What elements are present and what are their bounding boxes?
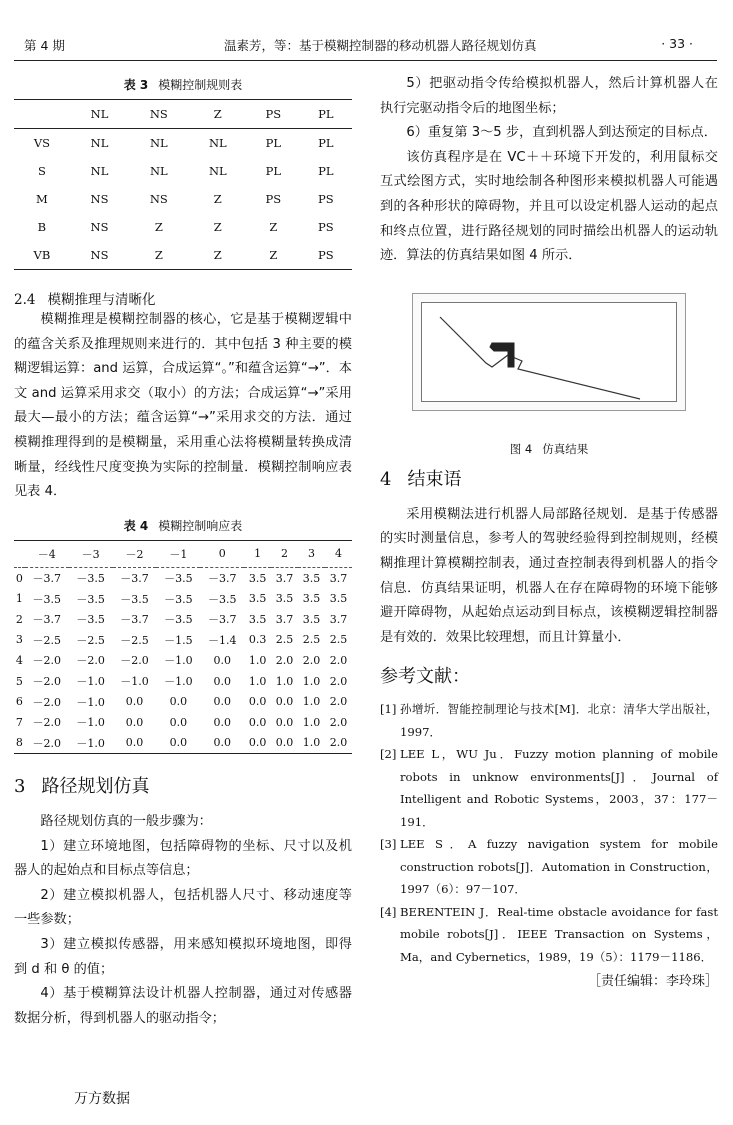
- table-cell: Z: [213, 192, 222, 206]
- responsible-editor: ［责任编辑：李玲珠］: [587, 974, 718, 990]
- table4-label: 表 4: [123, 518, 149, 533]
- table-row: [14, 241, 352, 270]
- table-cell: 3.5: [275, 592, 294, 606]
- row-header: 8: [15, 736, 23, 750]
- column-header: [14, 100, 70, 129]
- table-cell: 2.0: [329, 715, 348, 729]
- section-number: 3: [14, 776, 26, 798]
- table-cell: 3.7: [329, 571, 348, 585]
- section-3-paragraph: 路径规划仿真的一般步骤为：: [40, 814, 212, 830]
- table-cell: 0.0: [275, 715, 294, 729]
- table4-caption: [14, 517, 352, 534]
- reference-list: [380, 698, 718, 968]
- reference-number: [1]: [380, 702, 397, 717]
- robot-trajectory: [440, 317, 640, 399]
- table-cell: 1.0: [302, 736, 321, 750]
- conclusion-paragraph: 采用模糊法进行机器人局部路径规划．是基于传感器的实时测量信息，参考人的驾驶经验得到控制规则，经模糊推理计算模糊控制表，通过查控制表得到机器人的指令信息．仿真结果证明，机器人在存在障碍物的环境下能够避开障碍物，从起始点运动到目标点，该模糊逻辑控制器是有效的．效果比较理想，而且计算量小．: [380, 506, 718, 645]
- section-title: 模糊推理与清晰化: [47, 292, 156, 308]
- section-4-heading: [380, 465, 718, 491]
- table3-label: 表 3: [123, 78, 149, 92]
- table-row: [14, 567, 352, 588]
- table-cell: 0.0: [169, 695, 188, 709]
- table-row: [14, 609, 352, 630]
- reference-text: 孙增圻．智能控制理论与技术[M]．北京：清华大学出版社，1997．: [400, 702, 718, 739]
- table-row: [14, 588, 352, 609]
- table-cell: 0.0: [248, 736, 267, 750]
- step-paragraph: 6）重复第 3～5 步，直到机器人到达预定的目标点．: [406, 125, 717, 141]
- section-2-4-heading: [14, 288, 352, 308]
- table-cell: Z: [213, 248, 222, 262]
- table-cell: －3.7: [207, 572, 237, 586]
- section-2-4-paragraph: 模糊推理是模糊控制器的核心，它是基于模糊逻辑中的蕴含关系及推理规则来进行的．其中包括 3 种主要的模糊逻辑运算：and 运算，合成运算“。”和蕴含运算“→”．本文 and 运算采用求交（取小）的方法；合成运算“→”采用最大—最小的方法；蕴含运算“→”采用求交的方法．通过模糊推理得到的是模糊量，采用重心法将模糊量转换成清晰量，经线性尺度变换为实际的控制量．模糊控制响应表见表 4．: [14, 312, 352, 500]
- reference-text: BERENTEIN J．Real-time obstacle avoidance for fast mobile robots[J]．IEEE Transaction on Systems，Ma，and Cybernetics，1989，19（5）：1179－1186．: [400, 904, 718, 964]
- row-header: 4: [15, 653, 23, 667]
- fuzzy-response-table: [14, 540, 352, 754]
- section-3-heading: [14, 772, 352, 798]
- column-header: PS: [247, 100, 299, 129]
- row-header: 3: [15, 633, 23, 647]
- table-cell: 0.0: [125, 695, 144, 709]
- table-cell: Z: [154, 220, 163, 234]
- simulation-result-figure: [412, 293, 686, 411]
- column-header: －2: [113, 540, 157, 567]
- row-header: 1: [15, 592, 23, 606]
- table-cell: NS: [149, 192, 168, 206]
- table-cell: －1.0: [76, 736, 105, 750]
- row-header: B: [37, 220, 47, 234]
- table4-header-row: [14, 540, 352, 567]
- simulation-canvas: [421, 302, 677, 402]
- right-column: [380, 72, 718, 989]
- column-header: －1: [156, 540, 200, 567]
- table-row: [14, 185, 352, 213]
- column-header: 1: [244, 540, 271, 567]
- section-3-paragraph: 3）建立模拟传感器，用来感知模拟环境地图，即得到 d 和 θ 的值；: [14, 937, 352, 977]
- column-header: [14, 540, 25, 567]
- table-cell: 0.0: [213, 695, 231, 709]
- table3-title: 模糊控制规则表: [158, 78, 243, 92]
- table-cell: －3.5: [120, 592, 149, 606]
- table-cell: 0.0: [213, 674, 231, 688]
- column-header: 0: [200, 540, 244, 567]
- table-cell: PL: [318, 136, 334, 150]
- table-cell: －1.0: [76, 675, 105, 689]
- step-paragraph: 5）把驱动指令传给模拟机器人，然后计算机器人在执行完驱动指令后的地图坐标；: [380, 76, 718, 116]
- table-cell: －2.5: [32, 633, 61, 647]
- table-cell: －2.0: [32, 654, 61, 668]
- table3-header-row: [14, 100, 352, 129]
- table-cell: Z: [269, 220, 278, 234]
- table-cell: 3.5: [248, 612, 267, 626]
- table-cell: －3.7: [120, 572, 149, 586]
- table-cell: 0.0: [213, 653, 231, 667]
- table-cell: PL: [265, 164, 281, 178]
- table-cell: PL: [265, 136, 281, 150]
- table-cell: Z: [154, 248, 163, 262]
- table-cell: 2.5: [302, 633, 321, 647]
- figure-title: 仿真结果: [542, 441, 589, 456]
- table-row: [14, 691, 352, 712]
- column-header: PL: [300, 100, 352, 129]
- table-cell: 1.0: [302, 715, 321, 729]
- table-cell: 1.0: [248, 674, 267, 688]
- table-cell: 0.0: [213, 736, 231, 750]
- row-header: 2: [15, 612, 23, 626]
- table-cell: －2.5: [120, 633, 149, 647]
- table-cell: NL: [149, 136, 168, 150]
- table4-title: 模糊控制响应表: [158, 518, 243, 533]
- table-cell: －3.5: [164, 572, 193, 586]
- table-cell: Z: [269, 248, 278, 262]
- table-cell: 2.0: [302, 653, 321, 667]
- row-header: VS: [33, 136, 50, 150]
- table-cell: －1.0: [76, 716, 105, 730]
- table-cell: －3.7: [32, 572, 61, 586]
- table-cell: NL: [90, 136, 109, 150]
- section-number: 4: [380, 468, 392, 490]
- table-row: [14, 129, 352, 158]
- table-cell: －3.5: [32, 592, 61, 606]
- table-cell: －1.0: [120, 675, 149, 689]
- section-3-paragraph: 2）建立模拟机器人，包括机器人尺寸、移动速度等一些参数；: [14, 887, 352, 928]
- table-cell: 0.0: [125, 736, 144, 750]
- table-cell: PS: [317, 192, 334, 206]
- table-cell: 0.0: [213, 715, 231, 729]
- row-header: 6: [15, 695, 23, 709]
- table-cell: －2.0: [32, 716, 61, 730]
- table-cell: 0.0: [248, 695, 267, 709]
- reference-number: [3]: [380, 837, 397, 852]
- table-row: [14, 671, 352, 692]
- references-heading: 参考文献：: [380, 666, 470, 688]
- column-header: 3: [298, 540, 325, 567]
- footer-watermark: 万方数据: [74, 1091, 130, 1107]
- table-cell: 0.0: [275, 736, 294, 750]
- table-cell: 3.5: [329, 592, 348, 606]
- table-row: [14, 712, 352, 733]
- table-row: [14, 630, 352, 651]
- table-cell: 2.0: [329, 674, 348, 688]
- table-cell: 3.5: [302, 571, 321, 585]
- table-cell: NS: [90, 192, 109, 206]
- table-cell: －3.5: [164, 592, 193, 606]
- table-cell: NL: [149, 164, 168, 178]
- table-cell: PL: [318, 164, 334, 178]
- table-cell: －3.7: [207, 613, 237, 627]
- table-cell: 3.7: [275, 612, 294, 626]
- table-cell: 1.0: [302, 695, 321, 709]
- column-header: －3: [69, 540, 113, 567]
- table-cell: 2.0: [275, 653, 294, 667]
- table-cell: 3.5: [302, 612, 321, 626]
- table-cell: －3.7: [120, 613, 149, 627]
- issue-number: 第 4 期: [24, 38, 65, 53]
- row-header: 5: [15, 674, 23, 688]
- simulation-paragraph: 该仿真程序是在 VC＋＋环境下开发的，利用鼠标交互式绘图方式，实时地绘制各种图形来模拟机器人可能遇到的各种形状的障碍物，并且可以设定机器人运动的起点和终点位置，进行路径规划的同时描绘出机器人的运动轨迹．算法的仿真结果如图 4 所示．: [380, 149, 718, 264]
- table-cell: 0.3: [248, 633, 267, 647]
- fuzzy-rule-table: [14, 99, 352, 270]
- table-cell: －1.0: [76, 695, 105, 709]
- table-cell: －2.5: [76, 633, 105, 647]
- reference-text: LEE S．A fuzzy navigation system for mobile construction robots[J]．Automation in Construction，1997（6）：97－107．: [400, 837, 718, 897]
- table-cell: NS: [90, 220, 109, 234]
- table-cell: －1.0: [164, 675, 193, 689]
- table-cell: －3.5: [207, 592, 237, 606]
- table-cell: 2.5: [329, 633, 348, 647]
- reference-text: LEE L，WU Ju．Fuzzy motion planning of mobile robots in unknow environments[J]．Journal of Intelligent and Robotic Systems，2003，37：177－191．: [400, 747, 718, 829]
- table-cell: 3.7: [275, 571, 294, 585]
- reference-item: [380, 833, 718, 901]
- table-cell: PS: [317, 220, 334, 234]
- table-cell: －1.4: [207, 633, 237, 647]
- column-header: 4: [325, 540, 352, 567]
- table-cell: －3.7: [32, 613, 61, 627]
- table-cell: 2.0: [329, 695, 348, 709]
- table-cell: 3.5: [248, 571, 267, 585]
- table-cell: －2.0: [32, 736, 61, 750]
- table-cell: 0.0: [169, 715, 188, 729]
- section-number: 2.4: [14, 292, 36, 308]
- reference-item: [380, 743, 718, 833]
- table-cell: 0.0: [275, 695, 294, 709]
- table-cell: PS: [265, 192, 282, 206]
- reference-number: [4]: [380, 904, 397, 919]
- section-title: 结束语: [407, 468, 462, 490]
- running-title: 温素芳，等：基于模糊控制器的移动机器人路径规划仿真: [224, 38, 537, 53]
- table-cell: －2.0: [32, 675, 61, 689]
- table-cell: －2.0: [32, 695, 61, 709]
- column-header: －4: [25, 540, 69, 567]
- row-header: 7: [15, 715, 23, 729]
- header-rule: [14, 60, 717, 61]
- section-title: 路径规划仿真: [41, 776, 150, 798]
- row-header: S: [37, 164, 46, 178]
- table-row: [14, 157, 352, 185]
- table-cell: 2.5: [275, 633, 294, 647]
- running-header: [24, 36, 709, 56]
- table-cell: －3.5: [76, 572, 105, 586]
- table-cell: －1.0: [164, 654, 193, 668]
- section-3-paragraph: 1）建立环境地图，包括障碍物的坐标、尺寸以及机器人的起始点和目标点等信息；: [14, 838, 352, 879]
- table-cell: －3.5: [76, 613, 105, 627]
- table-cell: 1.0: [248, 653, 267, 667]
- table-cell: 2.0: [329, 736, 348, 750]
- page-number: · 33 ·: [661, 36, 693, 51]
- table-cell: 0.0: [125, 715, 144, 729]
- table-cell: NL: [90, 164, 109, 178]
- table-cell: 2.0: [329, 653, 348, 667]
- table-row: [14, 650, 352, 671]
- reference-number: [2]: [380, 747, 397, 762]
- table3-caption: [14, 76, 352, 93]
- table-cell: 3.7: [329, 612, 348, 626]
- reference-item: [380, 698, 718, 743]
- table-cell: 3.5: [302, 592, 321, 606]
- table-cell: 3.5: [248, 592, 267, 606]
- obstacle-shape: [490, 343, 514, 367]
- table-cell: 1.0: [275, 674, 294, 688]
- table-cell: PS: [317, 248, 334, 262]
- table-cell: Z: [213, 220, 222, 234]
- table-cell: 0.0: [248, 715, 267, 729]
- column-header: Z: [189, 100, 248, 129]
- table-cell: 0.0: [169, 736, 188, 750]
- table-cell: －3.5: [76, 592, 105, 606]
- table-cell: 1.0: [302, 674, 321, 688]
- figure-caption: [380, 441, 718, 457]
- table-cell: －1.5: [164, 633, 193, 647]
- row-header: 0: [15, 571, 23, 585]
- table-cell: NS: [90, 248, 109, 262]
- table-cell: －2.0: [120, 654, 149, 668]
- table-cell: －2.0: [76, 654, 105, 668]
- row-header: M: [36, 192, 48, 206]
- column-header: 2: [271, 540, 298, 567]
- reference-item: [380, 901, 718, 969]
- column-header: NS: [129, 100, 188, 129]
- robot-path-drawing: [422, 303, 676, 401]
- row-header: VB: [33, 248, 51, 262]
- table-row: [14, 733, 352, 754]
- section-3-paragraph: 4）基于模糊算法设计机器人控制器，通过对传感器数据分析，得到机器人的驱动指令；: [14, 986, 352, 1026]
- table-row: [14, 213, 352, 241]
- left-column: [14, 72, 352, 1031]
- table-cell: －3.5: [164, 613, 193, 627]
- column-header: NL: [70, 100, 129, 129]
- table-cell: NL: [208, 164, 227, 178]
- table-cell: NL: [208, 136, 227, 150]
- figure-label: 图 4: [509, 441, 533, 456]
